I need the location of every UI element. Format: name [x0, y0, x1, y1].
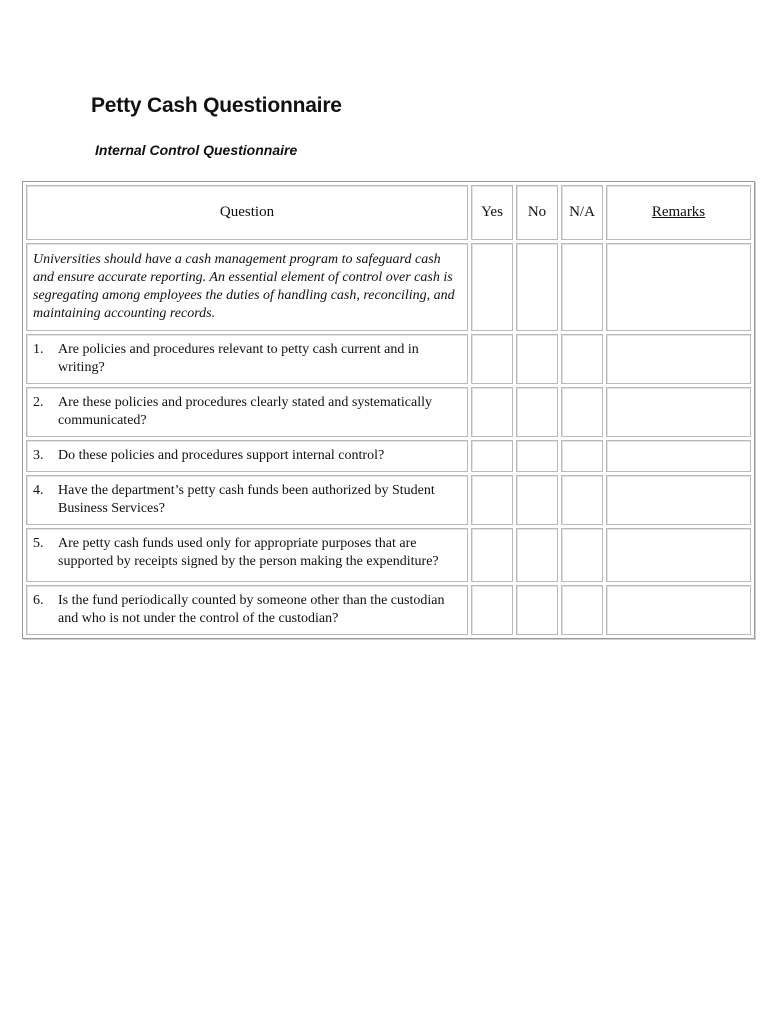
question-text: Are petty cash funds used only for appropriate purposes that are supported by receipts signed by the person making the expenditure? — [58, 536, 439, 569]
na-cell[interactable] — [561, 243, 603, 331]
no-cell[interactable] — [516, 440, 558, 472]
question-number: 3. — [33, 448, 44, 463]
question-cell — [26, 387, 468, 437]
question-text: Are policies and procedures relevant to petty cash current and in writing? — [58, 342, 419, 375]
question-cell — [26, 334, 468, 384]
table-row — [26, 475, 751, 525]
intro-row — [26, 243, 751, 331]
yes-cell[interactable] — [471, 387, 513, 437]
no-cell[interactable] — [516, 475, 558, 525]
yes-cell[interactable] — [471, 243, 513, 331]
na-column-header: N/A — [561, 185, 603, 240]
na-cell[interactable] — [561, 528, 603, 582]
yes-cell[interactable] — [471, 334, 513, 384]
question-number: 5. — [33, 536, 44, 551]
remarks-cell[interactable] — [606, 585, 751, 635]
remarks-cell[interactable] — [606, 334, 751, 384]
page-subtitle: Internal Control Questionnaire — [95, 142, 298, 158]
question-text: Is the fund periodically counted by someone other than the custodian and who is not under the control of the custodian? — [58, 593, 445, 626]
table-row — [26, 585, 751, 635]
question-number: 2. — [33, 395, 44, 410]
yes-cell[interactable] — [471, 528, 513, 582]
na-cell[interactable] — [561, 334, 603, 384]
yes-cell[interactable] — [471, 475, 513, 525]
yes-cell[interactable] — [471, 585, 513, 635]
question-number: 6. — [33, 593, 44, 608]
no-cell[interactable] — [516, 243, 558, 331]
no-cell[interactable] — [516, 334, 558, 384]
question-number: 4. — [33, 483, 44, 498]
table-header-row — [26, 185, 751, 240]
question-cell — [26, 475, 468, 525]
no-cell[interactable] — [516, 528, 558, 582]
question-number: 1. — [33, 342, 44, 357]
question-cell — [26, 528, 468, 582]
na-cell[interactable] — [561, 585, 603, 635]
remarks-cell[interactable] — [606, 528, 751, 582]
table-row — [26, 387, 751, 437]
remarks-cell[interactable] — [606, 440, 751, 472]
remarks-cell[interactable] — [606, 475, 751, 525]
na-cell[interactable] — [561, 475, 603, 525]
no-column-header: No — [516, 185, 558, 240]
table-row — [26, 440, 751, 472]
yes-cell[interactable] — [471, 440, 513, 472]
na-cell[interactable] — [561, 387, 603, 437]
table-row — [26, 334, 751, 384]
remarks-header-label: Remarks — [651, 204, 706, 220]
question-text: Have the department’s petty cash funds been authorized by Student Business Services? — [58, 483, 435, 516]
question-cell — [26, 440, 468, 472]
intro-text: Universities should have a cash management program to safeguard cash and ensure accurate reporting. An essential element of control over cash is segregating among employees the duties of handling cash, reconciling, and maintaining accounting records. — [26, 243, 468, 331]
page-title: Petty Cash Questionnaire — [91, 94, 342, 117]
remarks-column-header — [606, 185, 751, 240]
yes-column-header: Yes — [471, 185, 513, 240]
no-cell[interactable] — [516, 585, 558, 635]
question-text: Do these policies and procedures support internal control? — [58, 448, 385, 463]
table-row — [26, 528, 751, 582]
na-cell[interactable] — [561, 440, 603, 472]
question-text: Are these policies and procedures clearly stated and systematically communicated? — [58, 395, 432, 428]
question-cell — [26, 585, 468, 635]
no-cell[interactable] — [516, 387, 558, 437]
question-column-header: Question — [26, 185, 468, 240]
remarks-cell[interactable] — [606, 387, 751, 437]
remarks-cell[interactable] — [606, 243, 751, 331]
questionnaire-table — [22, 181, 755, 639]
